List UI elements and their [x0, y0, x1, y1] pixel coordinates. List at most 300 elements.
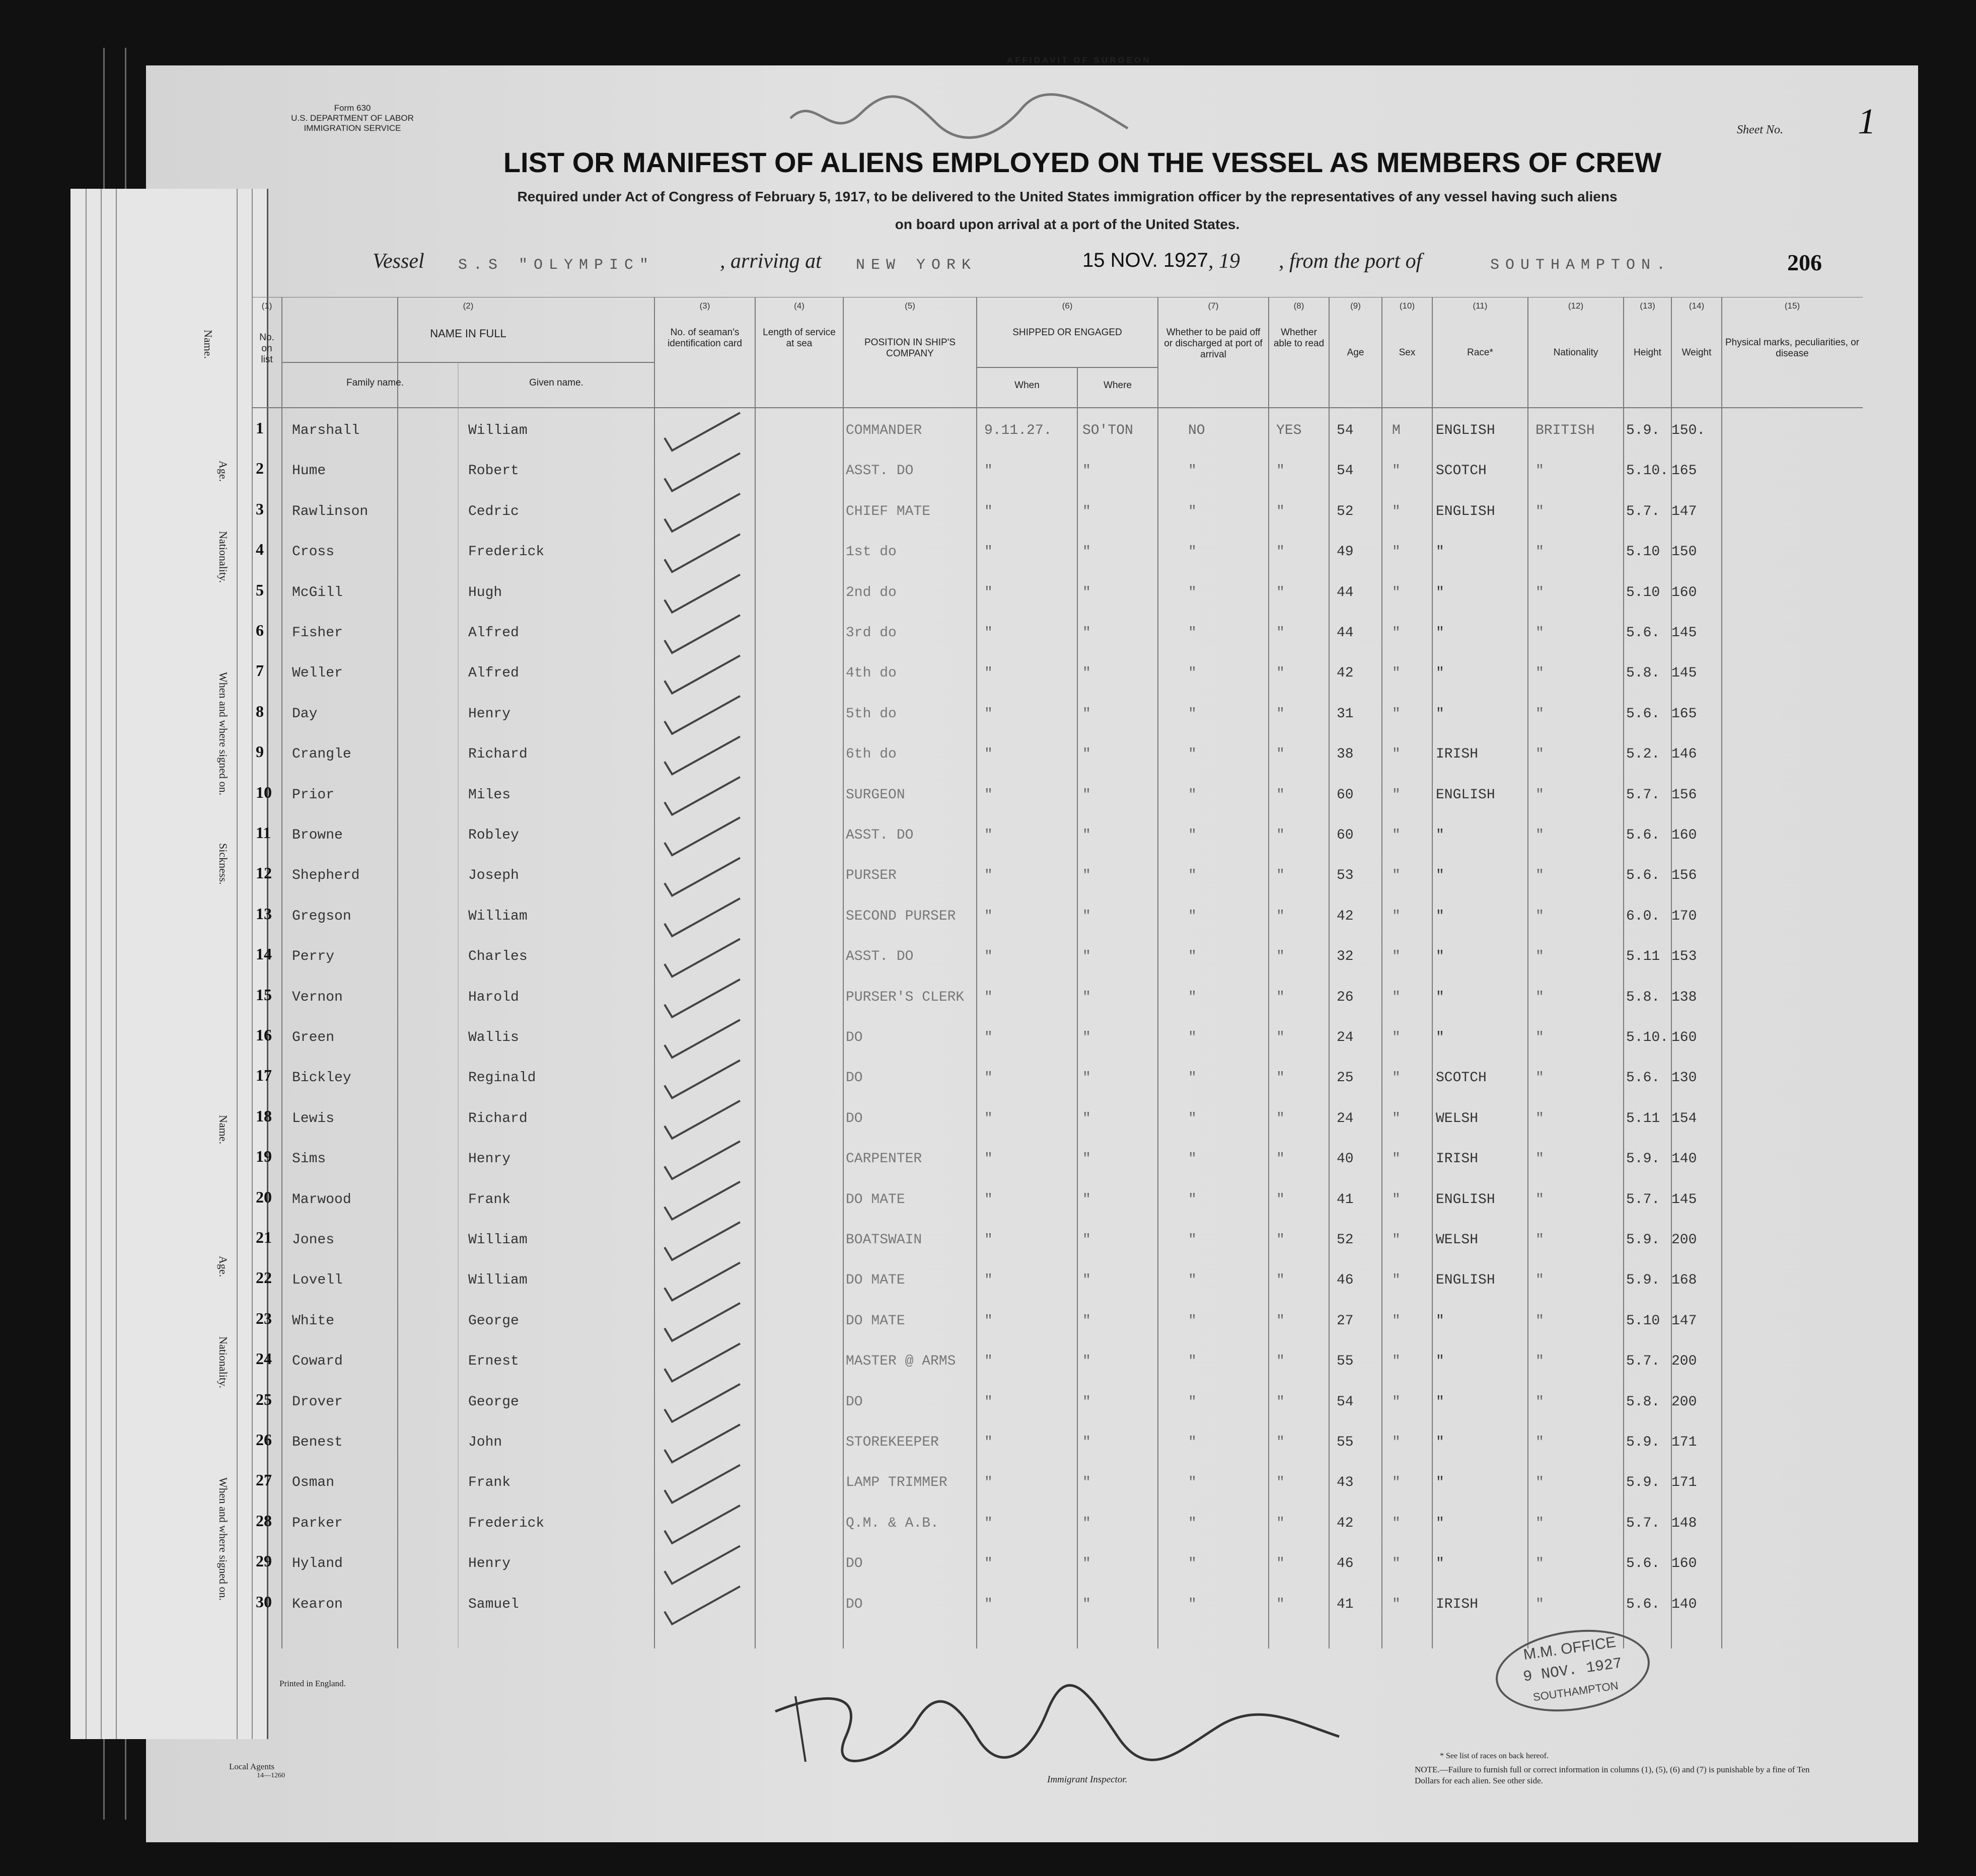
row-number: 2: [256, 459, 264, 478]
cell-where: ": [1082, 584, 1091, 601]
check-mark: [665, 1465, 740, 1503]
cell-family: Lewis: [292, 1110, 335, 1127]
cell-given: Miles: [468, 787, 511, 803]
cell-age: 60: [1337, 787, 1354, 803]
cell-race: ": [1436, 1354, 1444, 1370]
cell-age: 31: [1337, 706, 1354, 722]
cell-read: ": [1276, 1272, 1285, 1289]
row-number: 29: [256, 1552, 272, 1570]
cell-race: ": [1436, 989, 1444, 1005]
cell-position: DO: [846, 1596, 863, 1612]
row-number: 5: [256, 580, 264, 599]
cell-paid: ": [1188, 463, 1197, 479]
cell-where: ": [1082, 1151, 1091, 1167]
check-mark: [665, 1343, 740, 1381]
cell-position: DO MATE: [846, 1313, 905, 1329]
cell-position: LAMP TRIMMER: [846, 1475, 947, 1491]
cell-paid: ": [1188, 706, 1197, 722]
check-mark: [665, 1303, 740, 1341]
cell-family: Browne: [292, 828, 343, 843]
cell-position: ASST. DO: [846, 828, 914, 843]
cell-height: 5.10: [1626, 1313, 1660, 1329]
cell-family: Crangle: [292, 746, 351, 763]
cell-paid: ": [1188, 1394, 1197, 1410]
cell-read: ": [1276, 544, 1285, 560]
cell-paid: ": [1188, 1313, 1197, 1329]
cell-when: ": [984, 706, 993, 722]
cell-weight: 200: [1671, 1394, 1697, 1410]
subheader-given: Given name.: [529, 378, 583, 388]
cell-height: 5.8.: [1626, 665, 1660, 682]
tab-label-name-2: Name.: [217, 1115, 230, 1145]
cell-read: ": [1276, 1435, 1285, 1450]
tab-label-signed-on: When and where signed on.: [217, 672, 230, 795]
cell-where: ": [1082, 1110, 1091, 1127]
cell-race: ": [1436, 1556, 1444, 1572]
tab-label-signed-on-2: When and where signed on.: [217, 1477, 230, 1601]
column-header: Weight: [1681, 347, 1712, 358]
cell-race: ": [1436, 1475, 1444, 1491]
subheader-where: Where: [1104, 380, 1132, 391]
manifest-number: 206: [1787, 250, 1822, 275]
cell-given: Richard: [468, 746, 528, 763]
cell-weight: 147: [1671, 503, 1697, 519]
cell-position: 5th do: [846, 706, 897, 722]
cell-given: Robert: [468, 463, 519, 479]
column-header: Sex: [1399, 347, 1416, 358]
cell-read: ": [1276, 1151, 1285, 1167]
cell-read: ": [1276, 1030, 1285, 1045]
cell-where: ": [1082, 868, 1091, 884]
cell-sex: ": [1392, 625, 1401, 641]
cell-weight: 170: [1671, 908, 1697, 924]
cell-read: YES: [1276, 423, 1302, 438]
cell-where: ": [1082, 989, 1091, 1005]
cell-weight: 145: [1671, 625, 1697, 641]
cell-age: 27: [1337, 1313, 1354, 1329]
cell-paid: ": [1188, 1030, 1197, 1045]
cell-weight: 165: [1671, 706, 1697, 722]
cell-height: 5.11: [1626, 949, 1660, 965]
sheet-no: 1: [1858, 101, 1876, 141]
row-number: 15: [256, 985, 272, 1004]
cell-race: ": [1436, 908, 1444, 924]
check-mark: [665, 494, 740, 532]
cell-given: George: [468, 1394, 519, 1410]
cell-where: ": [1082, 1313, 1091, 1329]
cell-height: 5.6.: [1626, 706, 1660, 722]
cell-weight: 156: [1671, 787, 1697, 803]
cell-weight: 200: [1671, 1354, 1697, 1370]
cell-given: William: [468, 423, 528, 438]
cell-position: DO: [846, 1556, 863, 1572]
row-number: 25: [256, 1390, 272, 1408]
cell-sex: ": [1392, 584, 1401, 601]
cell-height: 5.6.: [1626, 1556, 1660, 1572]
cell-height: 5.7.: [1626, 1515, 1660, 1531]
cell-race: ": [1436, 1515, 1444, 1531]
cell-position: DO MATE: [846, 1191, 905, 1208]
cell-when: ": [984, 949, 993, 965]
cell-family: Lovell: [292, 1272, 343, 1289]
cell-given: Richard: [468, 1110, 528, 1127]
cell-paid: ": [1188, 1515, 1197, 1531]
cell-given: Frederick: [468, 544, 545, 560]
cell-read: ": [1276, 665, 1285, 682]
cell-age: 55: [1337, 1435, 1354, 1450]
cell-where: ": [1082, 1272, 1091, 1289]
cell-when: 9.11.27.: [984, 423, 1052, 438]
cell-read: ": [1276, 503, 1285, 519]
cell-given: Ernest: [468, 1354, 519, 1370]
cell-height: 5.7.: [1626, 503, 1660, 519]
cell-given: Frank: [468, 1191, 511, 1208]
column-header: Whether to be paid off or discharged at port of arrival: [1164, 327, 1263, 360]
cell-paid: ": [1188, 1070, 1197, 1086]
cell-when: ": [984, 1313, 993, 1329]
cell-when: ": [984, 1475, 993, 1491]
row-number: 4: [256, 540, 264, 559]
cell-height: 5.9.: [1626, 1475, 1660, 1491]
cell-where: ": [1082, 1596, 1091, 1612]
check-mark: [665, 615, 740, 653]
cell-given: Alfred: [468, 625, 519, 641]
check-mark: [665, 534, 740, 572]
cell-race: ": [1436, 625, 1444, 641]
cell-paid: ": [1188, 1272, 1197, 1289]
row-number: 8: [256, 702, 264, 720]
check-mark: [665, 980, 740, 1017]
cell-age: 53: [1337, 868, 1354, 884]
cell-family: Osman: [292, 1475, 335, 1491]
cell-position: STOREKEEPER: [846, 1435, 939, 1450]
cell-height: 5.7.: [1626, 787, 1660, 803]
cell-family: Benest: [292, 1435, 343, 1450]
subtitle-line-2: on board upon arrival at a port of the United States.: [895, 216, 1240, 232]
cell-nat: ": [1535, 463, 1544, 479]
cell-given: Cedric: [468, 503, 519, 519]
tab-label-nationality-2: Nationality.: [217, 1336, 230, 1389]
cell-when: ": [984, 868, 993, 884]
cell-position: SECOND PURSER: [846, 908, 956, 924]
column-header: No. of seaman's identification card: [668, 327, 742, 349]
cell-read: ": [1276, 463, 1285, 479]
cell-position: 2nd do: [846, 584, 897, 601]
column-number: (1): [261, 301, 272, 311]
cell-height: 5.10: [1626, 544, 1660, 560]
stamp-bottom: SOUTHAMPTON: [1532, 1679, 1620, 1704]
cell-family: Rawlinson: [292, 503, 369, 519]
cell-nat: ": [1535, 1515, 1544, 1531]
cell-weight: 168: [1671, 1272, 1697, 1289]
cell-sex: ": [1392, 949, 1401, 965]
cell-read: ": [1276, 1394, 1285, 1410]
cell-weight: 165: [1671, 463, 1697, 479]
cell-height: 5.9.: [1626, 1272, 1660, 1289]
cell-race: IRISH: [1436, 746, 1479, 763]
cell-height: 5.2.: [1626, 746, 1660, 763]
check-mark: [665, 817, 740, 855]
cell-given: Henry: [468, 706, 511, 722]
cell-sex: ": [1392, 1070, 1401, 1086]
cell-race: ": [1436, 949, 1444, 965]
cell-family: Marwood: [292, 1191, 351, 1208]
cell-family: Jones: [292, 1232, 335, 1248]
cell-family: McGill: [292, 584, 343, 601]
tab-label-nationality: Nationality.: [217, 531, 230, 583]
cell-nat: ": [1535, 787, 1544, 803]
row-number: 1: [256, 419, 264, 437]
cell-race: ": [1436, 584, 1444, 601]
cell-weight: 140: [1671, 1151, 1697, 1167]
check-mark: [665, 1262, 740, 1300]
cell-family: Shepherd: [292, 868, 360, 884]
cell-height: 5.10.: [1626, 1030, 1669, 1045]
row-number: 21: [256, 1228, 272, 1246]
cell-age: 38: [1337, 746, 1354, 763]
form-code: 14—1260: [257, 1772, 285, 1779]
cell-nat: ": [1535, 868, 1544, 884]
cell-when: ": [984, 828, 993, 843]
cell-where: ": [1082, 625, 1091, 641]
cell-nat: ": [1535, 908, 1544, 924]
cell-nat: ": [1535, 828, 1544, 843]
cell-position: DO: [846, 1110, 863, 1127]
row-number: 14: [256, 945, 272, 963]
cell-when: ": [984, 1354, 993, 1370]
year-label: , 19: [1208, 250, 1240, 273]
cell-given: Robley: [468, 828, 519, 843]
cell-age: 52: [1337, 503, 1354, 519]
cell-weight: 147: [1671, 1313, 1697, 1329]
check-mark: [665, 736, 740, 774]
cell-position: Q.M. & A.B.: [846, 1515, 939, 1531]
cell-paid: ": [1188, 1596, 1197, 1612]
cell-read: ": [1276, 949, 1285, 965]
cell-height: 5.6.: [1626, 625, 1660, 641]
cell-sex: ": [1392, 1596, 1401, 1612]
cell-sex: ": [1392, 503, 1401, 519]
cell-sex: ": [1392, 1354, 1401, 1370]
check-mark: [665, 696, 740, 734]
cell-family: Drover: [292, 1394, 343, 1410]
cell-when: ": [984, 746, 993, 763]
cell-family: Day: [292, 706, 318, 722]
cell-sex: ": [1392, 868, 1401, 884]
cell-paid: ": [1188, 787, 1197, 803]
cell-when: ": [984, 1151, 993, 1167]
cell-sex: ": [1392, 1232, 1401, 1248]
cell-where: ": [1082, 1556, 1091, 1572]
column-header: Physical marks, peculiarities, or disease: [1725, 337, 1860, 359]
cell-age: 24: [1337, 1110, 1354, 1127]
cell-position: PURSER'S CLERK: [846, 989, 965, 1005]
cell-age: 55: [1337, 1354, 1354, 1370]
cell-family: Hyland: [292, 1556, 343, 1572]
cell-when: ": [984, 989, 993, 1005]
cell-weight: 145: [1671, 1191, 1697, 1208]
cell-race: IRISH: [1436, 1151, 1479, 1167]
cell-age: 54: [1337, 423, 1354, 438]
stamp-date: 9 NOV. 1927: [1522, 1655, 1624, 1686]
cell-sex: ": [1392, 706, 1401, 722]
check-mark: [665, 655, 740, 693]
cell-race: ENGLISH: [1436, 423, 1495, 438]
arrival-date: 15 NOV. 1927: [1082, 249, 1208, 271]
cell-sex: ": [1392, 989, 1401, 1005]
cell-sex: ": [1392, 1515, 1401, 1531]
cell-weight: 130: [1671, 1070, 1697, 1086]
cell-family: White: [292, 1313, 335, 1329]
cell-where: ": [1082, 787, 1091, 803]
row-number: 17: [256, 1066, 272, 1085]
cell-when: ": [984, 463, 993, 479]
column-number: (8): [1293, 301, 1304, 311]
cell-age: 41: [1337, 1596, 1354, 1612]
cell-height: 5.9.: [1626, 1232, 1660, 1248]
cell-given: George: [468, 1313, 519, 1329]
cell-position: BOATSWAIN: [846, 1232, 922, 1248]
column-number: (2): [463, 301, 474, 311]
cell-when: ": [984, 787, 993, 803]
column-header: Nationality: [1553, 347, 1598, 358]
cell-family: Perry: [292, 949, 335, 965]
cell-where: ": [1082, 746, 1091, 763]
cell-nat: ": [1535, 1191, 1544, 1208]
cell-age: 26: [1337, 989, 1354, 1005]
subheader-family: Family name.: [346, 378, 404, 388]
cell-read: ": [1276, 1313, 1285, 1329]
cell-paid: ": [1188, 908, 1197, 924]
row-number: 16: [256, 1026, 272, 1044]
cell-when: ": [984, 625, 993, 641]
cell-read: ": [1276, 828, 1285, 843]
cell-position: SURGEON: [846, 787, 905, 803]
cell-weight: 160: [1671, 1030, 1697, 1045]
row-number: 24: [256, 1349, 272, 1368]
cell-when: ": [984, 1515, 993, 1531]
cell-position: PURSER: [846, 868, 897, 884]
cell-read: ": [1276, 1475, 1285, 1491]
printed-in: Printed in England.: [279, 1679, 346, 1688]
cell-given: Frank: [468, 1475, 511, 1491]
cell-where: ": [1082, 1070, 1091, 1086]
cell-paid: ": [1188, 828, 1197, 843]
cell-weight: 160: [1671, 828, 1697, 843]
cell-read: ": [1276, 989, 1285, 1005]
cell-position: CHIEF MATE: [846, 503, 931, 519]
row-number: 13: [256, 904, 272, 923]
cell-when: ": [984, 584, 993, 601]
cell-weight: 148: [1671, 1515, 1697, 1531]
cell-race: WELSH: [1436, 1110, 1479, 1127]
cell-age: 42: [1337, 908, 1354, 924]
cell-given: William: [468, 908, 528, 924]
cell-nat: ": [1535, 1556, 1544, 1572]
cell-sex: ": [1392, 1191, 1401, 1208]
cell-weight: 140: [1671, 1596, 1697, 1612]
cell-nat: ": [1535, 1110, 1544, 1127]
cell-family: Hume: [292, 463, 326, 479]
row-number: 28: [256, 1511, 272, 1530]
cell-race: ": [1436, 868, 1444, 884]
row-number: 11: [256, 823, 271, 842]
column-number: (12): [1568, 301, 1584, 311]
cell-given: Reginald: [468, 1070, 536, 1086]
column-header: POSITION IN SHIP'S COMPANY: [864, 337, 956, 359]
cell-read: ": [1276, 1556, 1285, 1572]
penalty-note: NOTE.—Failure to furnish full or correct information in columns (1), (5), (6) and (7) is punishable by a fine of Ten Dollars for each alien. See other side.: [1415, 1765, 1810, 1786]
inspector-signature: [765, 1681, 1349, 1769]
cell-position: DO MATE: [846, 1272, 905, 1289]
cell-paid: NO: [1188, 423, 1205, 438]
handwritten-total: [785, 88, 1138, 151]
cell-paid: ": [1188, 1354, 1197, 1370]
cell-read: ": [1276, 1515, 1285, 1531]
from-port-label: , from the port of: [1279, 250, 1422, 273]
cell-paid: ": [1188, 1191, 1197, 1208]
subtitle-line-1: Required under Act of Congress of February 5, 1917, to be delivered to the United States immigration officer by the representatives of any vessel having such aliens: [517, 189, 1618, 204]
cell-when: ": [984, 1272, 993, 1289]
cell-age: 25: [1337, 1070, 1354, 1086]
cell-weight: 145: [1671, 665, 1697, 682]
row-number: 20: [256, 1187, 272, 1206]
row-number: 3: [256, 499, 264, 518]
cell-when: ": [984, 1070, 993, 1086]
cell-when: ": [984, 665, 993, 682]
cell-read: ": [1276, 1070, 1285, 1086]
cell-paid: ": [1188, 1556, 1197, 1572]
cell-family: Coward: [292, 1354, 343, 1370]
cell-height: 5.7.: [1626, 1354, 1660, 1370]
cell-weight: 160: [1671, 1556, 1697, 1572]
row-number: 30: [256, 1592, 272, 1611]
cell-family: Gregson: [292, 908, 351, 924]
cell-read: ": [1276, 1232, 1285, 1248]
cell-nat: ": [1535, 584, 1544, 601]
column-number: (5): [905, 301, 915, 311]
row-number: 27: [256, 1471, 272, 1489]
cell-paid: ": [1188, 584, 1197, 601]
cell-when: ": [984, 1556, 993, 1572]
cell-race: ENGLISH: [1436, 787, 1495, 803]
cell-paid: ": [1188, 625, 1197, 641]
row-number: 18: [256, 1106, 272, 1125]
cell-family: Parker: [292, 1515, 343, 1531]
cell-read: ": [1276, 1191, 1285, 1208]
column-header: Height: [1634, 347, 1661, 358]
column-header: Whether able to read: [1273, 327, 1325, 349]
row-number: 26: [256, 1431, 272, 1449]
cell-read: ": [1276, 746, 1285, 763]
cell-nat: ": [1535, 949, 1544, 965]
cell-position: ASST. DO: [846, 463, 914, 479]
cell-weight: 153: [1671, 949, 1697, 965]
check-mark: [665, 1424, 740, 1462]
cell-given: Charles: [468, 949, 528, 965]
cell-nat: ": [1535, 503, 1544, 519]
check-mark: [665, 453, 740, 491]
cell-height: 5.8.: [1626, 989, 1660, 1005]
cell-weight: 200: [1671, 1232, 1697, 1248]
cell-read: ": [1276, 1354, 1285, 1370]
cell-weight: 138: [1671, 989, 1697, 1005]
cell-paid: ": [1188, 746, 1197, 763]
cell-when: ": [984, 1394, 993, 1410]
cell-height: 5.6.: [1626, 1070, 1660, 1086]
cell-where: ": [1082, 1354, 1091, 1370]
cell-race: ": [1436, 1435, 1444, 1450]
